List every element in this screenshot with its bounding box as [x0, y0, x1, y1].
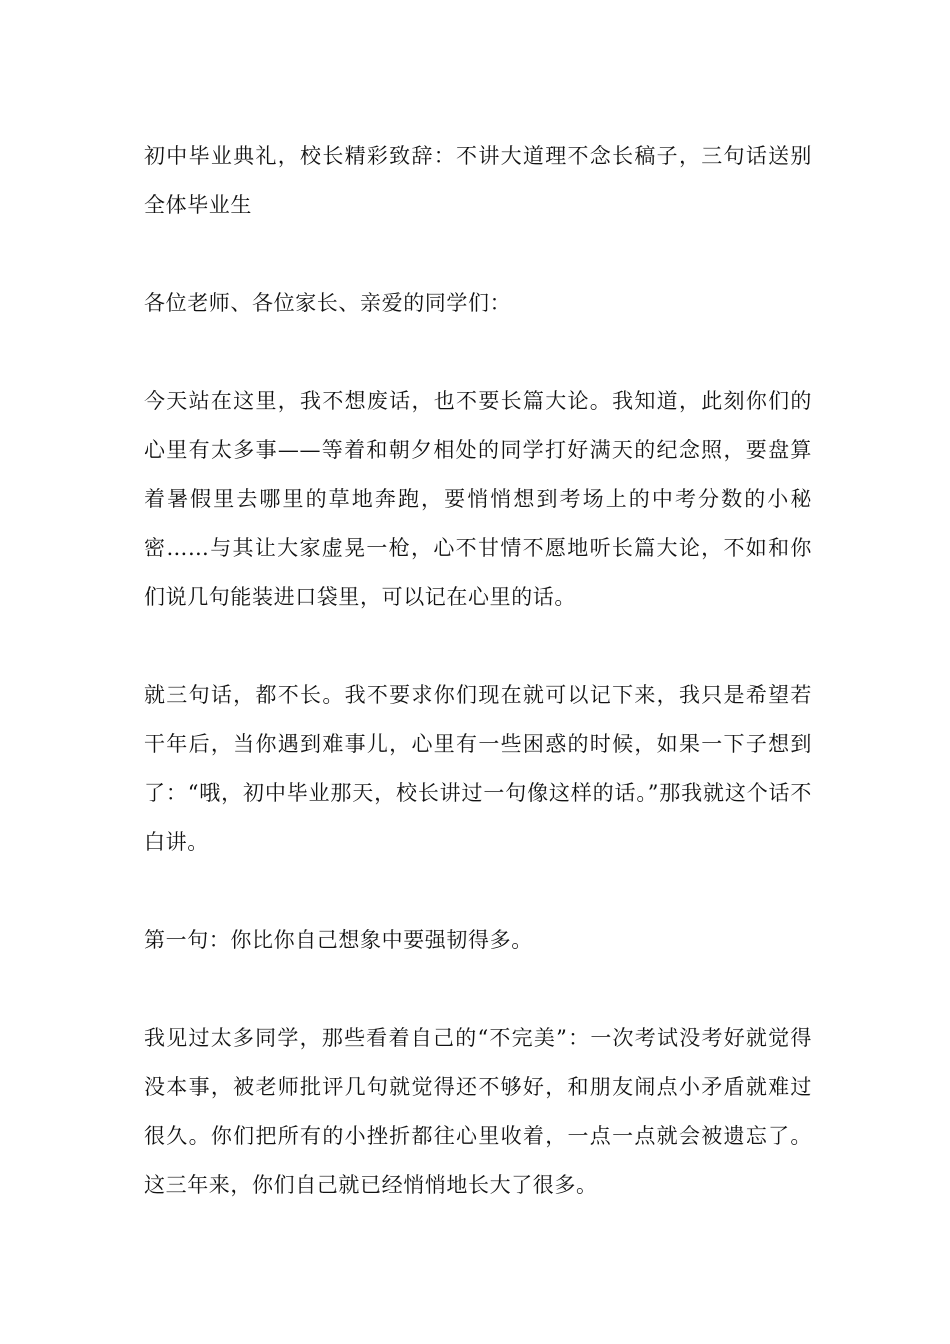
body-paragraph: 就三句话，都不长。我不要求你们现在就可以记下来，我只是希望若干年后，当你遇到难事儿，心里有一些困惑的时候，如果一下子想到了：“哦，初中毕业那天，校长讲过一句像这样的话。”那我就这个话不白讲。 [144, 683, 812, 854]
body-paragraph: 今天站在这里，我不想废话，也不要长篇大论。我知道，此刻你们的心里有太多事——等着和朝夕相处的同学打好满天的纪念照，要盘算着暑假里去哪里的草地奔跑，要悄悄想到考场上的中考分数的小秘密……与其让大家虚晃一枪，心不甘情不愿地听长篇大论，不如和你们说几句能装进口袋里，可以记在心里的话。 [144, 389, 812, 609]
body-paragraph: 我见过太多同学，那些看着自己的“不完美”：一次考试没考好就觉得没本事，被老师批评几句就觉得还不够好，和朋友闹点小矛盾就难过很久。你们把所有的小挫折都往心里收着，一点一点就会被遗忘了。这三年来，你们自己就已经悄悄地长大了很多。 [144, 1026, 812, 1197]
salutation: 各位老师、各位家长、亲爱的同学们： [144, 291, 512, 315]
document-title: 初中毕业典礼，校长精彩致辞：不讲大道理不念长稿子，三句话送别全体毕业生 [144, 144, 812, 217]
section-heading-first-sentence: 第一句：你比你自己想象中要强韧得多。 [144, 928, 533, 952]
document-body [144, 132, 812, 1210]
